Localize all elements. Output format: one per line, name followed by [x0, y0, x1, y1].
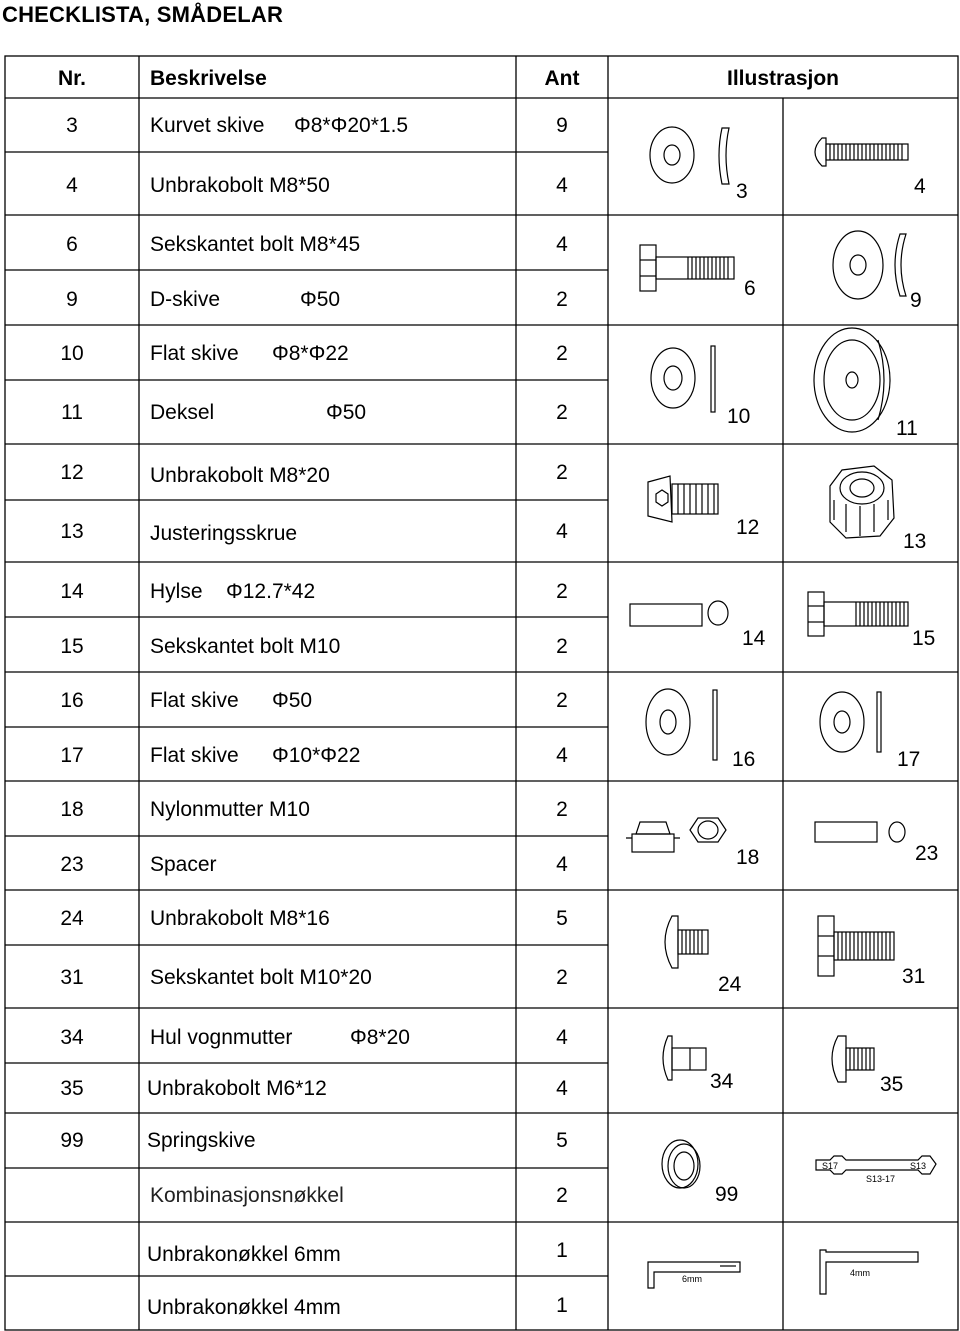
row-nr: 14: [60, 580, 84, 603]
row-desc: Kurvet skive: [150, 114, 265, 137]
row-ant: 1: [556, 1239, 568, 1262]
illustration-label-16: 16: [732, 748, 756, 771]
row-ant: 1: [556, 1294, 568, 1317]
illustration-label-12: 12: [736, 516, 760, 539]
row-nr: 9: [66, 288, 78, 311]
row-spec: Φ50: [326, 401, 367, 424]
row-spec: Φ12.7*42: [226, 580, 316, 603]
illustration-label-3: 3: [736, 180, 748, 203]
row-nr: 15: [60, 635, 84, 658]
row-ant: 4: [556, 233, 568, 256]
illustration-label-18: 18: [736, 846, 760, 869]
key4-stamp: 4mm: [850, 1268, 870, 1278]
row-desc: Unbrakobolt M8*16: [150, 907, 330, 930]
row-ant: 4: [556, 744, 568, 767]
row-ant: 4: [556, 853, 568, 876]
row-desc: Springskive: [147, 1129, 256, 1152]
flat-washer-10-icon: [651, 346, 715, 412]
row-ant: 5: [556, 907, 568, 930]
row-nr: 17: [60, 744, 84, 767]
d-washer-icon: [833, 231, 906, 299]
barrel-nut-icon: [663, 1036, 706, 1080]
spring-washer-icon: [662, 1140, 700, 1188]
row-desc: Unbrakonøkkel 6mm: [147, 1243, 341, 1266]
row-ant: 2: [556, 966, 568, 989]
row-ant: 4: [556, 1077, 568, 1100]
row-ant: 2: [556, 342, 568, 365]
row-desc: Unbrakobolt M8*20: [150, 464, 330, 487]
row-ant: 4: [556, 1026, 568, 1049]
row-nr: 6: [66, 233, 78, 256]
row-ant: 5: [556, 1129, 568, 1152]
adjustment-screw-icon: [830, 466, 894, 538]
illustration-label-6: 6: [744, 277, 756, 300]
nylon-nut-icon: [626, 818, 726, 852]
row-ant: 2: [556, 798, 568, 821]
illustration-label-15: 15: [912, 627, 936, 650]
illustration-label-14: 14: [742, 627, 766, 650]
illustration-label-23: 23: [915, 842, 939, 865]
spacer-icon: [815, 822, 905, 842]
row-spec: Φ8*20: [350, 1026, 410, 1049]
row-desc: Sekskantet bolt M10*20: [150, 966, 372, 989]
row-desc: Flat skive: [150, 744, 239, 767]
row-spec: Φ50: [300, 288, 341, 311]
row-desc: Spacer: [150, 853, 217, 876]
illustration-label-11: 11: [896, 417, 918, 440]
illustration-label-10: 10: [727, 405, 751, 428]
row-desc: Hylse: [150, 580, 203, 603]
row-nr: 13: [60, 520, 84, 543]
sleeve-icon: [630, 601, 728, 626]
row-desc: Justeringsskrue: [150, 522, 298, 545]
button-bolt-m8x50-icon: [815, 138, 908, 166]
curved-washer-icon: [650, 127, 729, 184]
row-ant: 2: [556, 1184, 568, 1207]
row-nr: 35: [60, 1077, 84, 1100]
row-desc: Flat skive: [150, 689, 239, 712]
row-desc: Unbrakobolt M8*50: [150, 174, 330, 197]
row-desc: Flat skive: [150, 342, 239, 365]
row-spec: Φ10*Φ22: [272, 744, 361, 767]
cover-cap-icon: [814, 328, 890, 432]
row-desc: D-skive: [150, 288, 221, 311]
row-nr: 10: [60, 342, 84, 365]
row-ant: 2: [556, 580, 568, 603]
row-desc: Unbrakobolt M6*12: [147, 1077, 327, 1100]
row-nr: 31: [60, 966, 84, 989]
row-nr: 18: [60, 798, 84, 821]
row-desc: Sekskantet bolt M8*45: [150, 233, 361, 256]
illustration-label-31: 31: [902, 965, 926, 988]
row-desc: Nylonmutter M10: [150, 798, 310, 821]
row-ant: 2: [556, 689, 568, 712]
wrench-mid-stamp: S13-17: [866, 1174, 896, 1184]
row-nr: 12: [60, 461, 84, 484]
row-spec: Φ8*Φ22: [272, 342, 349, 365]
wrench-left-stamp: S17: [822, 1161, 839, 1171]
illustration-label-24: 24: [718, 973, 742, 996]
illustration-label-13: 13: [903, 530, 927, 553]
hex-bolt-m10x20-icon: [818, 916, 894, 976]
illustration-label-34: 34: [710, 1070, 734, 1093]
header-illustrasjon: Illustrasjon: [726, 67, 840, 90]
row-desc: Unbrakonøkkel 4mm: [147, 1296, 341, 1319]
row-desc: Hul vognmutter: [150, 1026, 293, 1049]
row-nr: 24: [60, 907, 84, 930]
header-beskrivelse: Beskrivelse: [150, 67, 267, 90]
row-desc: Deksel: [150, 401, 215, 424]
row-nr: 16: [60, 689, 84, 712]
row-desc: Sekskantet bolt M10: [150, 635, 341, 658]
header-nr: Nr.: [57, 67, 86, 90]
header-ant: Ant: [544, 67, 580, 90]
row-spec: Φ8*Φ20*1.5: [294, 114, 409, 137]
flat-washer-17-icon: [820, 692, 881, 752]
row-ant: 4: [556, 520, 568, 543]
row-ant: 4: [556, 174, 568, 197]
hex-bolt-m10-icon: [808, 592, 908, 636]
page-title: CHECKLISTA, SMÅDELAR: [2, 2, 284, 27]
row-nr: 3: [66, 114, 78, 137]
button-bolt-m8x16-icon: [665, 916, 708, 968]
row-ant: 2: [556, 635, 568, 658]
key6-stamp: 6mm: [682, 1274, 702, 1284]
row-nr: 4: [66, 174, 78, 197]
illustration-label-35: 35: [880, 1073, 904, 1096]
hex-bolt-m8x45-icon: [640, 245, 734, 291]
row-ant: 2: [556, 461, 568, 484]
illustration-label-99: 99: [715, 1183, 739, 1206]
row-nr: 99: [60, 1129, 84, 1152]
row-nr: 23: [60, 853, 84, 876]
row-nr: 11: [61, 401, 83, 424]
row-spec: Φ50: [272, 689, 313, 712]
illustration-label-4: 4: [914, 175, 926, 198]
illustration-label-17: 17: [897, 748, 921, 771]
row-ant: 2: [556, 401, 568, 424]
row-ant: 9: [556, 114, 568, 137]
illustration-label-9: 9: [910, 289, 922, 312]
row-desc: Kombinasjonsnøkkel: [150, 1184, 344, 1207]
row-nr: 34: [60, 1026, 84, 1049]
flat-washer-16-icon: [646, 689, 717, 760]
wrench-right-stamp: S13: [910, 1161, 927, 1171]
socket-bolt-m6x12-icon: [832, 1036, 874, 1082]
row-ant: 2: [556, 288, 568, 311]
socket-bolt-m8x20-icon: [648, 476, 718, 522]
